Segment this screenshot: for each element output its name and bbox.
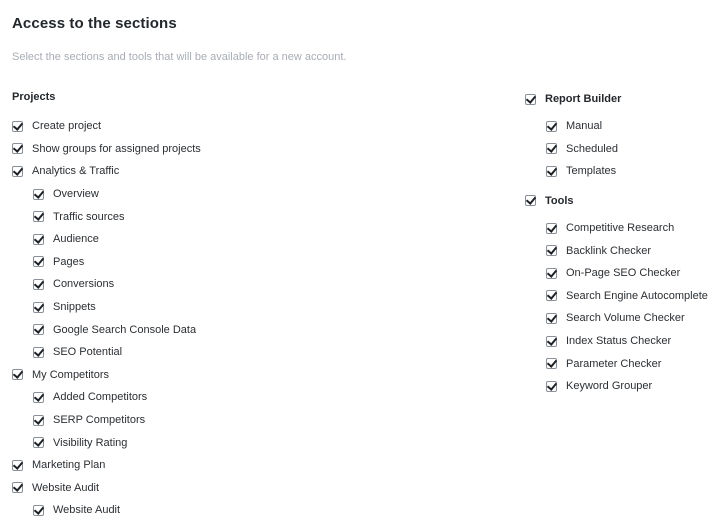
option-label: Competitive Research [566,222,675,235]
option-show-groups-for-assigned-projects[interactable] [12,138,201,161]
checkbox-show-groups-for-assigned-projects[interactable] [12,143,23,154]
option-label: Pages [53,255,85,268]
option-label: Added Competitors [53,391,148,404]
checkbox-serp-competitors[interactable] [33,415,44,426]
checkbox-backlink-checker[interactable] [546,245,557,256]
tools-heading: Tools [545,194,574,207]
checkbox-website-audit[interactable] [12,482,23,493]
option-label: Templates [566,165,617,178]
checkbox-added-competitors[interactable] [33,392,44,403]
option-manual[interactable] [525,115,708,138]
option-audience[interactable] [12,228,201,251]
option-parameter-checker[interactable] [525,352,708,375]
option-label: Marketing Plan [32,459,106,472]
option-analytics-and-traffic[interactable] [12,160,201,183]
page-subtitle: Select the sections and tools that will be available for a new account. [12,51,347,63]
option-search-engine-autocomplete[interactable] [525,285,708,308]
checkbox-overview[interactable] [33,189,44,200]
option-backlink-checker[interactable] [525,239,708,262]
option-label: Backlink Checker [566,244,651,257]
checkbox-index-status-checker[interactable] [546,336,557,347]
option-label: Index Status Checker [566,335,672,348]
tools-checkbox[interactable] [525,195,536,206]
option-search-volume-checker[interactable] [525,307,708,330]
checkbox-website-audit[interactable] [33,505,44,516]
option-label: Google Search Console Data [53,323,197,336]
option-seo-potential[interactable] [12,341,201,364]
option-on-page-seo-checker[interactable] [525,262,708,285]
page-title: Access to the sections [12,15,177,32]
option-templates[interactable] [525,160,708,183]
checkbox-seo-potential[interactable] [33,347,44,358]
report-builder-heading: Report Builder [545,93,622,105]
option-google-search-console-data[interactable] [12,318,201,341]
option-my-competitors[interactable] [12,364,201,387]
checkbox-parameter-checker[interactable] [546,358,557,369]
option-label: Show groups for assigned projects [32,142,201,155]
option-label: Keyword Grouper [566,380,653,393]
option-keyword-grouper[interactable] [525,375,708,398]
option-label: My Competitors [32,368,110,381]
checkbox-competitive-research[interactable] [546,223,557,234]
option-label: Analytics & Traffic [32,165,120,178]
option-label: Traffic sources [53,210,125,223]
checkbox-conversions[interactable] [33,279,44,290]
option-marketing-plan[interactable] [12,454,201,477]
option-competitive-research[interactable] [525,217,708,240]
checkbox-snippets[interactable] [33,302,44,313]
checkbox-analytics-and-traffic[interactable] [12,166,23,177]
option-label: Snippets [53,301,96,314]
option-label: Manual [566,120,603,133]
option-traffic-sources[interactable] [12,205,201,228]
checkbox-create-project[interactable] [12,121,23,132]
option-label: Scheduled [566,142,618,155]
option-label: Overview [53,188,99,201]
option-label: Parameter Checker [566,357,662,370]
checkbox-google-search-console-data[interactable] [33,324,44,335]
checkbox-audience[interactable] [33,234,44,245]
checkbox-visibility-rating[interactable] [33,437,44,448]
option-label: Website Audit [32,481,100,494]
checkbox-templates[interactable] [546,166,557,177]
option-added-competitors[interactable] [12,386,201,409]
checkbox-search-engine-autocomplete[interactable] [546,290,557,301]
tools-option[interactable] [525,191,708,211]
report-builder-checkbox[interactable] [525,94,536,105]
option-website-audit[interactable] [12,499,201,522]
option-website-audit[interactable] [12,477,201,500]
option-label: Search Engine Autocomplete [566,289,708,302]
report-builder-option[interactable] [525,89,708,109]
tools-list [525,217,708,398]
option-label: Audience [53,233,99,246]
checkbox-marketing-plan[interactable] [12,460,23,471]
group-spacer [525,183,708,191]
option-serp-competitors[interactable] [12,409,201,432]
projects-list [12,115,201,522]
right-column [525,89,708,398]
option-index-status-checker[interactable] [525,330,708,353]
option-overview[interactable] [12,183,201,206]
checkbox-on-page-seo-checker[interactable] [546,268,557,279]
option-label: Visibility Rating [53,436,128,449]
checkbox-pages[interactable] [33,256,44,267]
report-builder-list [525,115,708,183]
option-label: Website Audit [53,504,121,517]
option-label: SERP Competitors [53,414,146,427]
option-label: Conversions [53,278,115,291]
checkbox-my-competitors[interactable] [12,369,23,380]
option-pages[interactable] [12,251,201,274]
option-label: Search Volume Checker [566,312,685,325]
checkbox-manual[interactable] [546,121,557,132]
checkbox-keyword-grouper[interactable] [546,381,557,392]
option-label: Create project [32,120,102,133]
checkbox-search-volume-checker[interactable] [546,313,557,324]
option-create-project[interactable] [12,115,201,138]
option-scheduled[interactable] [525,138,708,161]
checkbox-scheduled[interactable] [546,143,557,154]
checkbox-traffic-sources[interactable] [33,211,44,222]
option-conversions[interactable] [12,273,201,296]
projects-heading: Projects [12,91,56,103]
option-label: SEO Potential [53,346,123,359]
option-snippets[interactable] [12,296,201,319]
projects-column [12,89,201,522]
option-label: On-Page SEO Checker [566,267,681,280]
option-visibility-rating[interactable] [12,431,201,454]
